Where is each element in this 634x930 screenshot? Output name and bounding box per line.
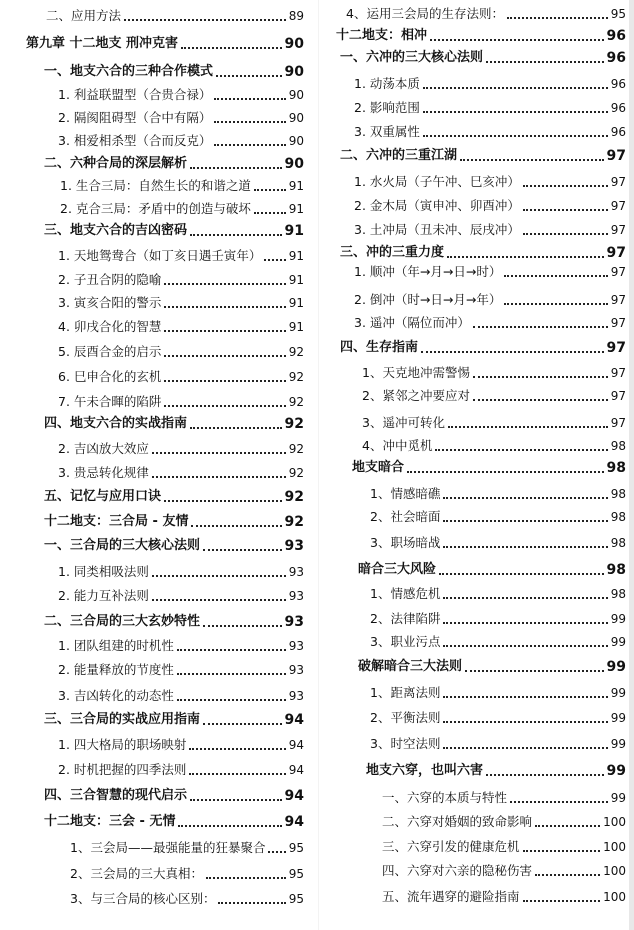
- toc-page-number: 91: [288, 296, 304, 310]
- toc-page-number: 92: [288, 370, 304, 384]
- dot-leader: [504, 303, 607, 305]
- toc-entry[interactable]: [362, 436, 626, 456]
- toc-entry-title: 2. 能量释放的节度性: [58, 662, 174, 677]
- dot-leader: [214, 98, 285, 100]
- toc-entry-title: 破解暗合三大法则: [358, 659, 463, 674]
- dot-leader: [164, 306, 285, 308]
- toc-page-number: 98: [606, 460, 626, 476]
- dot-leader: [507, 17, 608, 19]
- dot-leader: [254, 212, 286, 214]
- toc-entry[interactable]: [346, 4, 626, 24]
- toc-page-number: 91: [288, 273, 304, 287]
- toc-entry[interactable]: [58, 293, 304, 313]
- dot-leader: [443, 721, 607, 723]
- toc-entry[interactable]: [382, 861, 626, 881]
- toc-page-number: 92: [284, 514, 304, 530]
- toc-page-number: 90: [284, 64, 304, 80]
- toc-page-number: 93: [288, 663, 304, 677]
- toc-entry-title: 3. 双重属性: [354, 124, 420, 139]
- toc-entry-title: 二、六种合局的深层解析: [44, 156, 188, 171]
- toc-page-number: 97: [610, 199, 626, 213]
- toc-entry-title: 一、地支六合的三种合作模式: [44, 64, 214, 79]
- toc-entry-title: 4、运用三会局的生存法则：: [346, 6, 504, 21]
- toc-page-number: 100: [603, 864, 626, 878]
- dot-leader: [264, 259, 285, 261]
- dot-leader: [164, 380, 285, 382]
- toc-entry[interactable]: [362, 386, 626, 406]
- toc-entry-title: 二、六穿对婚姻的致命影响: [382, 814, 533, 829]
- toc-entry-title: 5. 辰酉合金的启示: [58, 344, 162, 359]
- toc-heading-entry[interactable]: [44, 512, 304, 532]
- toc-entry-title: 1. 动荡本质: [354, 76, 420, 91]
- dot-leader: [443, 520, 607, 522]
- toc-entry-title: 1. 天地鸳鸯合（如丁亥日遇壬寅年）: [58, 248, 262, 263]
- dot-leader: [164, 330, 285, 332]
- toc-page-number: 97: [610, 416, 626, 430]
- toc-entry-title: 三、冲的三重力度: [340, 245, 445, 260]
- dot-leader: [152, 476, 286, 478]
- toc-page-number: 99: [606, 659, 626, 675]
- toc-heading-entry[interactable]: [340, 243, 626, 263]
- toc-page-number: 96: [610, 77, 626, 91]
- toc-entry-title: 3、与三合局的核心区别：: [70, 891, 216, 906]
- toc-entry[interactable]: [58, 246, 304, 266]
- toc-entry-title: 2、紧邻之冲要应对: [362, 388, 470, 403]
- dot-leader: [214, 144, 285, 146]
- dot-leader: [152, 575, 286, 577]
- toc-entry[interactable]: [354, 122, 626, 142]
- dot-leader: [523, 233, 608, 235]
- dot-leader: [190, 234, 282, 236]
- toc-entry[interactable]: [58, 367, 304, 387]
- toc-entry-title: 1、情感暗礁: [370, 486, 441, 501]
- toc-page-number: 91: [288, 249, 304, 263]
- toc-entry-title: 4. 卯戌合化的智慧: [58, 319, 162, 334]
- toc-entry[interactable]: [58, 439, 304, 459]
- toc-entry[interactable]: [58, 270, 304, 290]
- dot-leader: [443, 747, 607, 749]
- toc-page-number: 98: [606, 562, 626, 578]
- toc-entry-title: 7. 午未合暉的陷阱: [58, 394, 162, 409]
- dot-leader: [439, 573, 604, 575]
- toc-entry-title: 3、职业污点: [370, 634, 441, 649]
- dot-leader: [164, 355, 285, 357]
- dot-leader: [443, 622, 607, 624]
- toc-entry[interactable]: [58, 735, 304, 755]
- toc-page-number: 94: [284, 788, 304, 804]
- toc-entry-title: 2. 金木局（寅申冲、卯酉冲）: [354, 198, 520, 213]
- toc-entry-title: 2. 克合三局：矛盾中的创造与破坏: [60, 201, 251, 216]
- toc-entry[interactable]: [370, 533, 626, 553]
- toc-entry[interactable]: [70, 838, 304, 858]
- toc-entry[interactable]: [58, 392, 304, 412]
- toc-entry-title: 3. 贵忌转化规律: [58, 465, 149, 480]
- toc-heading-entry[interactable]: [44, 414, 304, 434]
- dot-leader: [465, 670, 604, 672]
- toc-entry[interactable]: [58, 85, 304, 105]
- dot-leader: [435, 449, 607, 451]
- column-divider: [318, 0, 319, 930]
- dot-leader: [423, 111, 608, 113]
- toc-entry-title: 1、情感危机: [370, 586, 441, 601]
- toc-entry-title: 1、三会局——最强能量的狂暴聚合: [70, 840, 266, 855]
- toc-entry[interactable]: [370, 584, 626, 604]
- toc-page-number: 98: [610, 536, 626, 550]
- dot-leader: [164, 405, 285, 407]
- dot-leader: [177, 673, 286, 675]
- toc-page-number: 100: [603, 840, 626, 854]
- dot-leader: [423, 87, 608, 89]
- toc-page-number: 98: [610, 587, 626, 601]
- toc-entry-title: 1. 顺冲（年→月→日→时）: [354, 264, 502, 279]
- toc-entry[interactable]: [354, 220, 626, 240]
- dot-leader: [164, 500, 282, 502]
- dot-leader: [407, 471, 604, 473]
- toc-page-number: 96: [610, 125, 626, 139]
- toc-page-number: 90: [288, 88, 304, 102]
- dot-leader: [448, 426, 608, 428]
- toc-entry[interactable]: [58, 686, 304, 706]
- toc-page-number: 99: [610, 635, 626, 649]
- toc-entry[interactable]: [362, 363, 626, 383]
- toc-entry-title: 3. 遥冲（隔位而冲）: [354, 315, 470, 330]
- dot-leader: [443, 546, 607, 548]
- toc-entry-title: 3、时空法则: [370, 736, 441, 751]
- toc-heading-entry[interactable]: [366, 761, 626, 781]
- toc-page-number: 94: [288, 738, 304, 752]
- toc-entry-title: 四、生存指南: [340, 340, 419, 355]
- toc-entry-title: 2. 倒冲（时→日→月→年）: [354, 292, 502, 307]
- toc-page-number: 95: [288, 892, 304, 906]
- toc-page-number: 93: [288, 689, 304, 703]
- toc-page-number: 90: [284, 156, 304, 172]
- dot-leader: [523, 850, 601, 852]
- toc-page-number: 90: [288, 134, 304, 148]
- toc-entry-title: 3. 相爱相杀型（合而反克）: [58, 133, 212, 148]
- toc-heading-entry[interactable]: [44, 812, 304, 832]
- dot-leader: [486, 61, 604, 63]
- dot-leader: [523, 185, 608, 187]
- dot-leader: [177, 699, 286, 701]
- dot-leader: [152, 599, 286, 601]
- toc-entry-title: 2、法律陷阱: [370, 611, 441, 626]
- toc-heading-entry[interactable]: [358, 657, 626, 677]
- toc-entry-title: 1. 利益联盟型（合贵合禄）: [58, 87, 212, 102]
- toc-page-number: 97: [610, 366, 626, 380]
- toc-entry[interactable]: [354, 313, 626, 333]
- toc-page-number: 96: [606, 28, 626, 44]
- toc-entry-title: 二、六冲的三重江湖: [340, 148, 458, 163]
- toc-heading-entry[interactable]: [26, 34, 304, 54]
- toc-entry[interactable]: [354, 98, 626, 118]
- toc-page-number: 97: [606, 340, 626, 356]
- toc-page-number: 92: [288, 345, 304, 359]
- toc-page-number: 94: [284, 712, 304, 728]
- dot-leader: [214, 121, 285, 123]
- dot-leader: [504, 275, 607, 277]
- toc-page-number: 96: [610, 101, 626, 115]
- toc-entry[interactable]: [362, 413, 626, 433]
- dot-leader: [443, 645, 607, 647]
- dot-leader: [421, 351, 604, 353]
- toc-entry[interactable]: [370, 484, 626, 504]
- toc-heading-entry[interactable]: [44, 221, 304, 241]
- page-edge-shadow: [629, 0, 634, 930]
- toc-entry-title: 1、距离法则: [370, 685, 441, 700]
- toc-entry[interactable]: [60, 176, 304, 196]
- toc-entry[interactable]: [370, 708, 626, 728]
- toc-page-number: 93: [284, 538, 304, 554]
- toc-page-number: 100: [603, 890, 626, 904]
- toc-entry[interactable]: [58, 636, 304, 656]
- toc-entry-title: 3. 吉凶转化的动态性: [58, 688, 174, 703]
- toc-entry-title: 6. 巳申合化的玄机: [58, 369, 162, 384]
- dot-leader: [164, 283, 285, 285]
- dot-leader: [152, 452, 286, 454]
- dot-leader: [447, 256, 604, 258]
- toc-page-number: 98: [610, 510, 626, 524]
- toc-entry-title: 1、天克地冲需警惕: [362, 365, 470, 380]
- dot-leader: [430, 39, 604, 41]
- dot-leader: [254, 189, 286, 191]
- dot-leader: [124, 19, 286, 21]
- toc-page-number: 97: [610, 316, 626, 330]
- toc-entry[interactable]: [354, 196, 626, 216]
- toc-entry-title: 一、三合局的三大核心法则: [44, 538, 201, 553]
- toc-entry[interactable]: [58, 586, 304, 606]
- dot-leader: [190, 799, 282, 801]
- toc-entry[interactable]: [354, 290, 626, 310]
- toc-page-number: 96: [606, 50, 626, 66]
- toc-entry-title: 四、三合智慧的现代启示: [44, 788, 188, 803]
- toc-entry[interactable]: [354, 172, 626, 192]
- toc-page-number: 94: [284, 814, 304, 830]
- toc-heading-entry[interactable]: [44, 154, 304, 174]
- toc-entry[interactable]: [58, 760, 304, 780]
- toc-entry-title: 3. 土冲局（丑未冲、辰戌冲）: [354, 222, 520, 237]
- toc-entry[interactable]: [382, 837, 626, 857]
- toc-entry[interactable]: [46, 6, 304, 26]
- toc-page-number: 99: [610, 791, 626, 805]
- toc-page-number: 91: [284, 223, 304, 239]
- toc-page-number: 99: [610, 612, 626, 626]
- dot-leader: [510, 801, 608, 803]
- dot-leader: [473, 326, 608, 328]
- toc-entry[interactable]: [354, 74, 626, 94]
- toc-heading-entry[interactable]: [44, 487, 304, 507]
- toc-entry[interactable]: [70, 864, 304, 884]
- toc-page-number: 99: [606, 763, 626, 779]
- toc-page-number: 92: [284, 489, 304, 505]
- toc-heading-entry[interactable]: [340, 146, 626, 166]
- toc-page-number: 97: [606, 148, 626, 164]
- toc-entry[interactable]: [58, 108, 304, 128]
- toc-page-number: 99: [610, 686, 626, 700]
- toc-entry-title: 四、地支六合的实战指南: [44, 416, 188, 431]
- toc-entry-title: 2. 吉凶放大效应: [58, 441, 149, 456]
- toc-heading-entry[interactable]: [44, 62, 304, 82]
- dot-leader: [523, 900, 601, 902]
- dot-leader: [189, 748, 285, 750]
- toc-heading-entry[interactable]: [352, 458, 626, 478]
- toc-page-number: 90: [284, 36, 304, 52]
- toc-entry-title: 三、地支六合的吉凶密码: [44, 223, 188, 238]
- toc-entry[interactable]: [382, 887, 626, 907]
- toc-page-number: 92: [284, 416, 304, 432]
- toc-entry-title: 1. 同类相吸法则: [58, 564, 149, 579]
- toc-heading-entry[interactable]: [336, 26, 626, 46]
- toc-page-number: 95: [288, 867, 304, 881]
- toc-page-number: 99: [610, 711, 626, 725]
- dot-leader: [486, 774, 604, 776]
- toc-page-number: 92: [288, 466, 304, 480]
- toc-entry[interactable]: [58, 317, 304, 337]
- toc-entry-title: 1. 水火局（子午冲、巳亥冲）: [354, 174, 520, 189]
- dot-leader: [443, 696, 607, 698]
- toc-page-number: 97: [610, 293, 626, 307]
- dot-leader: [443, 597, 607, 599]
- toc-heading-entry[interactable]: [340, 338, 626, 358]
- toc-entry-title: 三、六穿引发的健康危机: [382, 839, 520, 854]
- toc-entry-title: 十二地支：相冲: [336, 28, 428, 43]
- dot-leader: [473, 376, 608, 378]
- toc-page-number: 97: [610, 389, 626, 403]
- dot-leader: [206, 877, 286, 879]
- toc-page-number: 98: [610, 487, 626, 501]
- toc-entry-title: 十二地支：三会 - 无情: [44, 814, 176, 829]
- dot-leader: [190, 427, 282, 429]
- toc-entry-title: 1. 团队组建的时机性: [58, 638, 174, 653]
- dot-leader: [189, 773, 285, 775]
- toc-entry-title: 3、职场暗战: [370, 535, 441, 550]
- toc-page-number: 94: [288, 763, 304, 777]
- toc-page-number: 97: [610, 175, 626, 189]
- dot-leader: [190, 167, 282, 169]
- toc-heading-entry[interactable]: [44, 612, 304, 632]
- toc-entry-title: 地支六穿，也叫六害: [366, 763, 484, 778]
- dot-leader: [535, 874, 600, 876]
- toc-entry-title: 暗合三大风险: [358, 562, 437, 577]
- toc-entry-title: 十二地支：三合局 - 友情: [44, 514, 189, 529]
- toc-entry-title: 2. 子丑合阴的隐喻: [58, 272, 162, 287]
- toc-entry[interactable]: [58, 660, 304, 680]
- toc-entry-title: 五、记忆与应用口诀: [44, 489, 162, 504]
- dot-leader: [203, 625, 282, 627]
- toc-entry[interactable]: [58, 342, 304, 362]
- toc-page-number: 97: [610, 223, 626, 237]
- toc-page-number: 91: [288, 202, 304, 216]
- toc-entry-title: 2. 隔阂阻碍型（合中有隔）: [58, 110, 212, 125]
- toc-entry[interactable]: [370, 632, 626, 652]
- toc-page-number: 93: [288, 589, 304, 603]
- toc-page-number: 90: [288, 111, 304, 125]
- toc-page-number: 92: [288, 395, 304, 409]
- toc-heading-entry[interactable]: [44, 710, 304, 730]
- toc-entry-title: 二、三合局的三大玄妙特性: [44, 614, 201, 629]
- dot-leader: [216, 75, 282, 77]
- dot-leader: [268, 851, 285, 853]
- toc-entry-title: 2. 影响范围: [354, 100, 420, 115]
- toc-entry[interactable]: [370, 734, 626, 754]
- dot-leader: [473, 399, 608, 401]
- toc-entry-title: 一、六穿的本质与特性: [382, 790, 508, 805]
- toc-heading-entry[interactable]: [44, 536, 304, 556]
- toc-page-number: 93: [288, 639, 304, 653]
- toc-entry-title: 2. 时机把握的四季法则: [58, 762, 187, 777]
- dot-leader: [191, 525, 281, 527]
- dot-leader: [177, 649, 286, 651]
- toc-entry[interactable]: [354, 262, 626, 282]
- dot-leader: [218, 902, 285, 904]
- toc-entry[interactable]: [58, 463, 304, 483]
- toc-entry-title: 一、六冲的三大核心法则: [340, 50, 484, 65]
- dot-leader: [178, 825, 281, 827]
- toc-page-number: 97: [610, 265, 626, 279]
- toc-heading-entry[interactable]: [358, 560, 626, 580]
- toc-page-number: 98: [610, 439, 626, 453]
- toc-page-number: 93: [284, 614, 304, 630]
- toc-page-number: 95: [610, 7, 626, 21]
- toc-entry-title: 1. 生合三局：自然生长的和谐之道: [60, 178, 251, 193]
- dot-leader: [203, 723, 282, 725]
- toc-entry-title: 三、三合局的实战应用指南: [44, 712, 201, 727]
- toc-heading-entry[interactable]: [340, 48, 626, 68]
- toc-entry-title: 五、流年遇穿的避险指南: [382, 889, 520, 904]
- toc-page-number: 93: [288, 565, 304, 579]
- toc-page-number: 99: [610, 737, 626, 751]
- toc-entry-title: 4、冲中觅机: [362, 438, 433, 453]
- toc-entry[interactable]: [58, 562, 304, 582]
- toc-entry-title: 2、平衡法则: [370, 710, 441, 725]
- toc-entry[interactable]: [60, 199, 304, 219]
- toc-entry-title: 3. 寅亥合阳的警示: [58, 295, 162, 310]
- dot-leader: [203, 549, 282, 551]
- toc-page-number: 89: [288, 9, 304, 23]
- toc-entry-title: 四、六穿对六亲的隐秘伤害: [382, 863, 533, 878]
- toc-page-number: 100: [603, 815, 626, 829]
- dot-leader: [181, 47, 281, 49]
- dot-leader: [460, 159, 604, 161]
- toc-entry-title: 2. 能力互补法则: [58, 588, 149, 603]
- toc-entry[interactable]: [370, 507, 626, 527]
- toc-entry-title: 1. 四大格局的职场映射: [58, 737, 187, 752]
- dot-leader: [535, 825, 600, 827]
- toc-page-number: 97: [606, 245, 626, 261]
- dot-leader: [523, 209, 608, 211]
- toc-page-number: 91: [288, 179, 304, 193]
- toc-entry[interactable]: [70, 889, 304, 909]
- toc-entry-title: 2、社会暗面: [370, 509, 441, 524]
- dot-leader: [443, 497, 607, 499]
- toc-entry[interactable]: [370, 683, 626, 703]
- toc-entry-title: 2、三会局的三大真相：: [70, 866, 203, 881]
- toc-entry[interactable]: [58, 131, 304, 151]
- toc-entry-title: 二、应用方法: [46, 8, 122, 23]
- toc-entry-title: 地支暗合: [352, 460, 405, 475]
- toc-entry-title: 第九章 十二地支 刑冲克害: [26, 36, 179, 51]
- dot-leader: [423, 135, 608, 137]
- toc-entry[interactable]: [382, 812, 626, 832]
- toc-page-number: 91: [288, 320, 304, 334]
- toc-page-number: 92: [288, 442, 304, 456]
- toc-page-number: 95: [288, 841, 304, 855]
- toc-entry-title: 3、遥冲可转化: [362, 415, 445, 430]
- toc-entry[interactable]: [382, 788, 626, 808]
- toc-heading-entry[interactable]: [44, 786, 304, 806]
- toc-entry[interactable]: [370, 609, 626, 629]
